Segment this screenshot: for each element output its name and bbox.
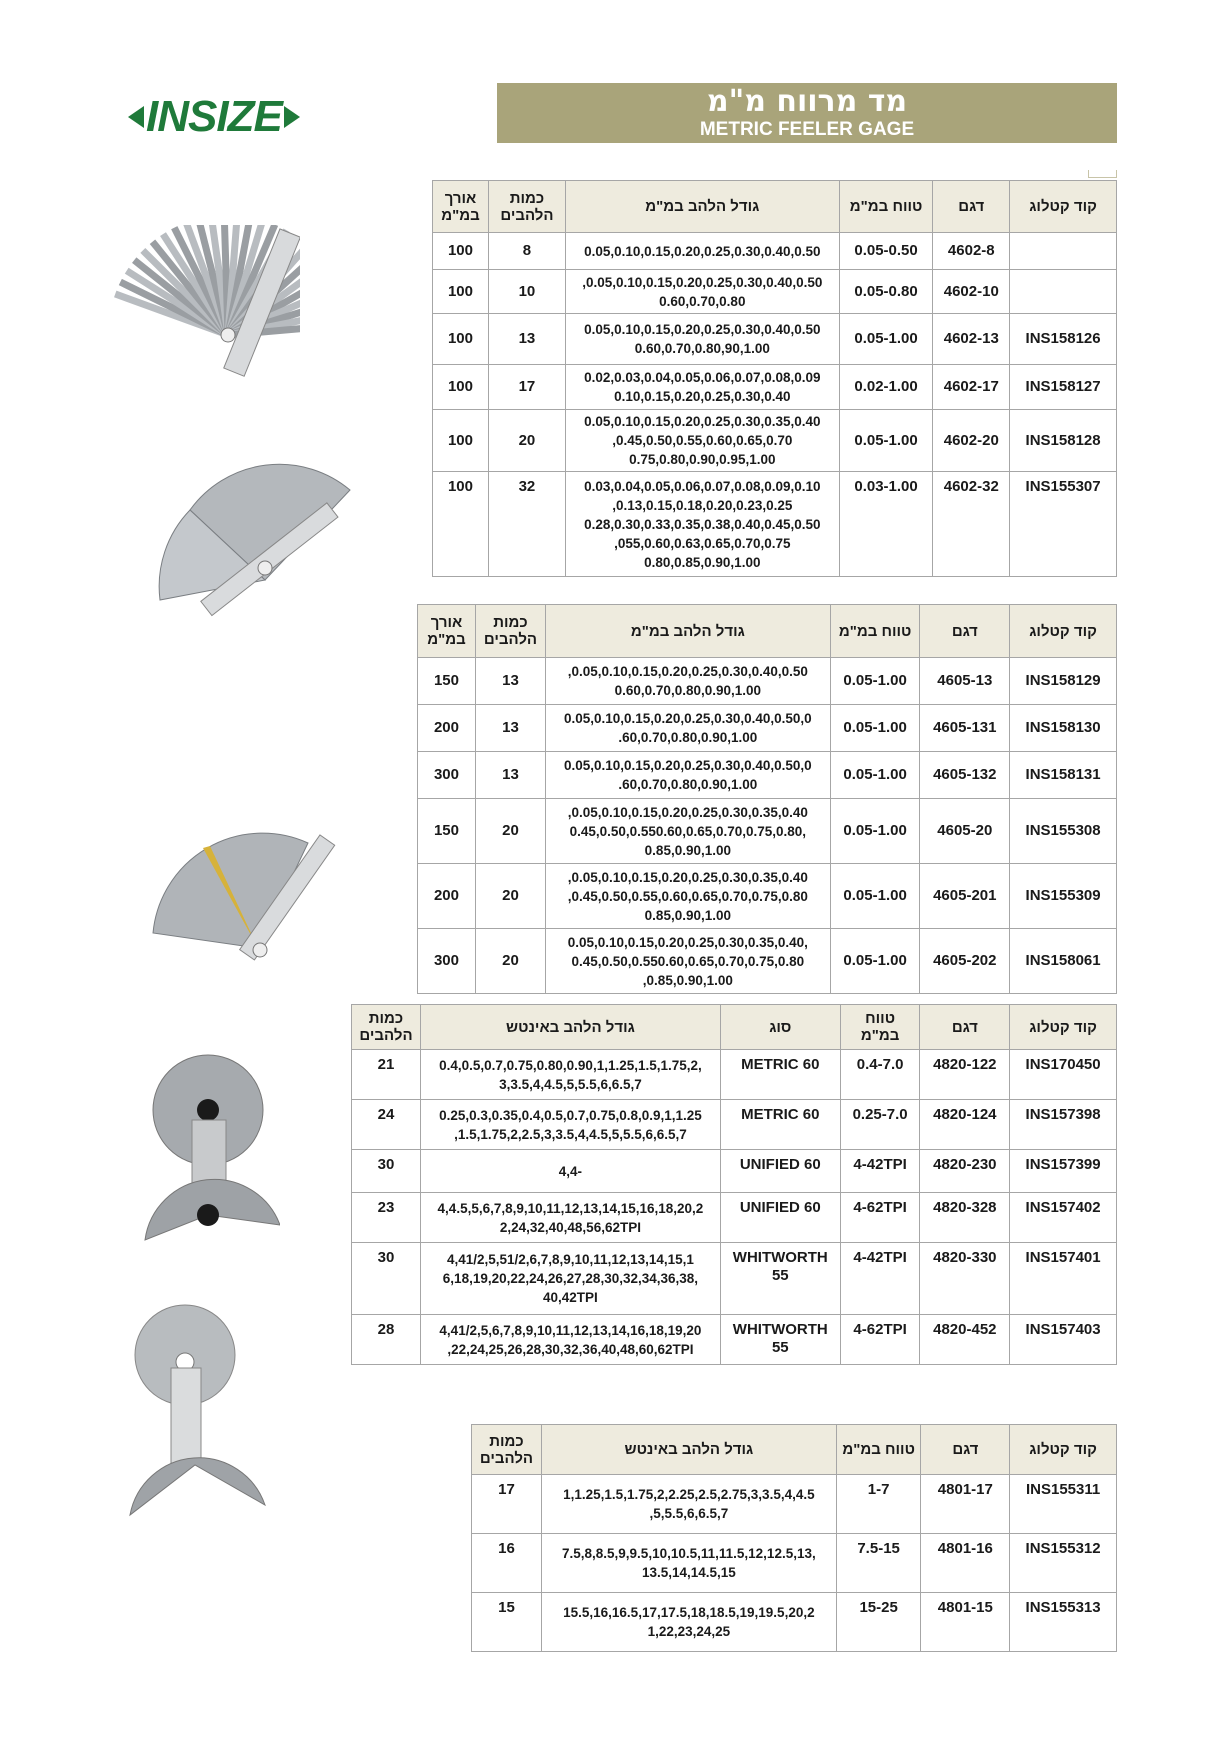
col-header-range: טווח במ"מ	[839, 181, 933, 233]
col-header-model: דגם	[921, 1425, 1010, 1475]
col-header-length: אורך במ"מ	[433, 181, 489, 233]
cell-model: 4605-13	[920, 658, 1010, 705]
page-title-band	[497, 83, 1117, 143]
title-corner-mark	[1088, 170, 1117, 178]
cell-length: 100	[433, 314, 489, 365]
table-row	[352, 1150, 1117, 1193]
cell-qty: 20	[475, 929, 545, 994]
cell-model: 4820-452	[920, 1315, 1010, 1365]
cell-sizes: ,0.05,0.10,0.15,0.20,0.25,0.30,0.40,0.50 0.60,0.70,0.80	[565, 270, 839, 314]
col-header-qty: כמות הלהבים	[472, 1425, 542, 1475]
col-header-range: טווח במ"מ	[830, 605, 920, 658]
col-header-length: אורך במ"מ	[418, 605, 476, 658]
table-row	[433, 270, 1117, 314]
cell-qty: 15	[472, 1593, 542, 1652]
cell-qty: 20	[475, 864, 545, 929]
cell-code: INS158131	[1010, 752, 1117, 799]
cell-range: 0.05-1.00	[830, 799, 920, 864]
table-row	[352, 1100, 1117, 1150]
cell-model: 4820-124	[920, 1100, 1010, 1150]
cell-qty: 13	[488, 314, 565, 365]
cell-range: 15-25	[836, 1593, 921, 1652]
col-header-code: קוד קטלוג	[1010, 1005, 1117, 1050]
cell-range: 0.05-1.00	[839, 410, 933, 472]
cell-range: 0.05-1.00	[830, 752, 920, 799]
cell-sizes: 0.02,0.03,0.04,0.05,0.06,0.07,0.08,0.09 0.10,0.15,0.20,0.25,0.30,0.40	[565, 365, 839, 410]
radius-gage-table	[471, 1424, 1117, 1652]
feeler-gage-table-4605	[417, 604, 1117, 994]
cell-model: 4602-13	[933, 314, 1010, 365]
cell-code	[1010, 233, 1117, 270]
cell-range: 4-42TPI	[840, 1243, 920, 1315]
col-header-model: דגם	[933, 181, 1010, 233]
cell-code: INS157401	[1010, 1243, 1117, 1315]
cell-code: INS158061	[1010, 929, 1117, 994]
cell-range: 4-62TPI	[840, 1193, 920, 1243]
col-header-code: קוד קטלוג	[1010, 605, 1117, 658]
table-row	[433, 472, 1117, 577]
cell-sizes: ,0.05,0.10,0.15,0.20,0.25,0.30,0.35,0.40 ,0.45,0.50,0.55,0.60,0.65,0.70,0.75,0.80 0.85,0.90,1.00	[545, 864, 830, 929]
cell-sizes: 0.05,0.10,0.15,0.20,0.25,0.30,0.35,0.40 ,0.45,0.50,0.55,0.60,0.65,0.70 0.75,0.80,0.90,0.95,1.00	[565, 410, 839, 472]
table-row	[418, 658, 1117, 705]
cell-qty: 13	[475, 705, 545, 752]
table-row	[433, 233, 1117, 270]
cell-type: WHITWORTH 55	[720, 1243, 840, 1315]
table-row	[418, 929, 1117, 994]
cell-sizes: ,0.05,0.10,0.15,0.20,0.25,0.30,0.35,0.40 0.45,0.50,0.550.60,0.65,0.70,0.75,0.80, 0.85,0.90,1.00	[545, 799, 830, 864]
cell-qty: 24	[352, 1100, 421, 1150]
cell-model: 4820-230	[920, 1150, 1010, 1193]
cell-qty: 21	[352, 1050, 421, 1100]
feeler-gage-image-2	[150, 450, 360, 650]
cell-model: 4801-15	[921, 1593, 1010, 1652]
screw-pitch-gage-table	[351, 1004, 1117, 1365]
cell-code: INS158128	[1010, 410, 1117, 472]
cell-sizes: 0.4,0.5,0.7,0.75,0.80,0.90,1,1.25,1.5,1.75,2, 3,3.5,4,4.5,5,5.5,6,6.5,7	[421, 1050, 721, 1100]
col-header-type: סוג	[720, 1005, 840, 1050]
cell-range: 7.5-15	[836, 1534, 921, 1593]
feeler-gage-table-4602	[432, 180, 1117, 577]
table-row	[472, 1593, 1117, 1652]
cell-model: 4820-328	[920, 1193, 1010, 1243]
table-row	[352, 1315, 1117, 1365]
cell-range: 0.05-1.00	[830, 864, 920, 929]
cell-code: INS155308	[1010, 799, 1117, 864]
table-row	[352, 1050, 1117, 1100]
cell-length: 200	[418, 705, 476, 752]
cell-code: INS158127	[1010, 365, 1117, 410]
cell-sizes: 4,41/2,5,51/2,6,7,8,9,10,11,12,13,14,15,1 6,18,19,20,22,24,26,27,28,30,32,34,36,38, 40,42TPI	[421, 1243, 721, 1315]
cell-code	[1010, 270, 1117, 314]
cell-length: 100	[433, 270, 489, 314]
cell-model: 4801-17	[921, 1475, 1010, 1534]
table-row	[418, 799, 1117, 864]
table-row	[472, 1475, 1117, 1534]
cell-range: 1-7	[836, 1475, 921, 1534]
cell-range: 0.05-1.00	[839, 314, 933, 365]
logo-text: INSIZE	[146, 92, 282, 141]
cell-sizes: 4,4.5,5,6,7,8,9,10,11,12,13,14,15,16,18,20,2 2,24,32,40,48,56,62TPI	[421, 1193, 721, 1243]
cell-sizes: 0.05,0.10,0.15,0.20,0.25,0.30,0.40,0.50 0.60,0.70,0.80,90,1.00	[565, 314, 839, 365]
table-row	[418, 864, 1117, 929]
table-row	[472, 1534, 1117, 1593]
cell-length: 150	[418, 658, 476, 705]
insize-logo	[128, 88, 318, 146]
cell-range: 4-42TPI	[840, 1150, 920, 1193]
feeler-gage-image-3	[148, 828, 348, 1028]
cell-sizes: 15.5,16,16.5,17,17.5,18,18.5,19,19.5,20,2 1,22,23,24,25	[541, 1593, 836, 1652]
logo-left-arrow-icon	[128, 106, 144, 128]
page-title-hebrew: מד מרווח מ"מ	[706, 84, 908, 119]
cell-qty: 13	[475, 752, 545, 799]
screw-pitch-gage-image	[130, 1050, 280, 1265]
col-header-model: דגם	[920, 1005, 1010, 1050]
col-header-sizes: גודל הלהב באינטש	[541, 1425, 836, 1475]
cell-qty: 17	[472, 1475, 542, 1534]
cell-sizes: 0.05,0.10,0.15,0.20,0.25,0.30,0.35,0.40, 0.45,0.50,0.550.60,0.65,0.70,0.75,0.80 ,0.85,0.90,1.00	[545, 929, 830, 994]
table-row	[433, 410, 1117, 472]
cell-length: 300	[418, 752, 476, 799]
cell-length: 200	[418, 864, 476, 929]
cell-qty: 28	[352, 1315, 421, 1365]
col-header-code: קוד קטלוג	[1010, 181, 1117, 233]
cell-code: INS158130	[1010, 705, 1117, 752]
col-header-qty: כמות הלהבים	[475, 605, 545, 658]
cell-type: WHITWORTH 55	[720, 1315, 840, 1365]
cell-model: 4602-17	[933, 365, 1010, 410]
cell-code: INS155313	[1010, 1593, 1117, 1652]
table-row	[418, 705, 1117, 752]
cell-qty: 32	[488, 472, 565, 577]
table-row	[433, 365, 1117, 410]
cell-qty: 10	[488, 270, 565, 314]
cell-model: 4602-10	[933, 270, 1010, 314]
cell-range: 0.4-7.0	[840, 1050, 920, 1100]
cell-range: 0.05-1.00	[830, 929, 920, 994]
cell-qty: 8	[488, 233, 565, 270]
cell-code: INS155307	[1010, 472, 1117, 577]
table-row	[418, 752, 1117, 799]
cell-model: 4605-131	[920, 705, 1010, 752]
cell-length: 100	[433, 472, 489, 577]
cell-code: INS157402	[1010, 1193, 1117, 1243]
cell-sizes: 4,41/2,5,6,7,8,9,10,11,12,13,14,16,18,19,20 ,22,24,25,26,28,30,32,36,40,48,60,62TPI	[421, 1315, 721, 1365]
cell-sizes: 4,4-	[421, 1150, 721, 1193]
radius-gage-image	[125, 1300, 270, 1530]
cell-type: UNIFIED 60	[720, 1150, 840, 1193]
cell-length: 100	[433, 410, 489, 472]
page-title-english: METRIC FEELER GAGE	[699, 119, 915, 140]
cell-model: 4602-32	[933, 472, 1010, 577]
cell-qty: 13	[475, 658, 545, 705]
cell-qty: 20	[488, 410, 565, 472]
cell-sizes: 0.05,0.10,0.15,0.20,0.25,0.30,0.40,0.50,0 .60,0.70,0.80,0.90,1.00	[545, 705, 830, 752]
cell-range: 0.05-0.50	[839, 233, 933, 270]
cell-length: 100	[433, 365, 489, 410]
cell-model: 4605-132	[920, 752, 1010, 799]
cell-qty: 23	[352, 1193, 421, 1243]
cell-code: INS158129	[1010, 658, 1117, 705]
feeler-gage-image-1	[100, 225, 300, 465]
cell-sizes: 7.5,8,8.5,9,9.5,10,10.5,11,11.5,12,12.5,13, 13.5,14,14.5,15	[541, 1534, 836, 1593]
col-header-model: דגם	[920, 605, 1010, 658]
cell-model: 4605-20	[920, 799, 1010, 864]
table-row	[352, 1193, 1117, 1243]
cell-code: INS155312	[1010, 1534, 1117, 1593]
cell-code: INS155309	[1010, 864, 1117, 929]
cell-model: 4602-8	[933, 233, 1010, 270]
cell-type: METRIC 60	[720, 1050, 840, 1100]
cell-sizes: 0.05,0.10,0.15,0.20,0.25,0.30,0.40,0.50	[565, 233, 839, 270]
cell-type: METRIC 60	[720, 1100, 840, 1150]
cell-code: INS157398	[1010, 1100, 1117, 1150]
cell-qty: 16	[472, 1534, 542, 1593]
col-header-qty: כמות הלהבים	[352, 1005, 421, 1050]
col-header-sizes: גודל הלהב במ"מ	[545, 605, 830, 658]
col-header-sizes: גודל הלהב באינטש	[421, 1005, 721, 1050]
col-header-qty: כמות הלהבים	[488, 181, 565, 233]
cell-length: 100	[433, 233, 489, 270]
cell-range: 0.05-0.80	[839, 270, 933, 314]
cell-code: INS170450	[1010, 1050, 1117, 1100]
logo-right-arrow-icon	[284, 106, 300, 128]
cell-qty: 20	[475, 799, 545, 864]
col-header-range: טווח במ"מ	[836, 1425, 921, 1475]
table-row	[352, 1243, 1117, 1315]
cell-qty: 30	[352, 1243, 421, 1315]
cell-code: INS157399	[1010, 1150, 1117, 1193]
cell-model: 4605-202	[920, 929, 1010, 994]
cell-sizes: 0.25,0.3,0.35,0.4,0.5,0.7,0.75,0.8,0.9,1,1.25 ,1.5,1.75,2,2.5,3,3.5,4,4.5,5,5.5,6,6.5,7	[421, 1100, 721, 1150]
cell-range: 0.05-1.00	[830, 658, 920, 705]
cell-model: 4801-16	[921, 1534, 1010, 1593]
cell-model: 4820-330	[920, 1243, 1010, 1315]
cell-model: 4602-20	[933, 410, 1010, 472]
col-header-code: קוד קטלוג	[1010, 1425, 1117, 1475]
cell-qty: 30	[352, 1150, 421, 1193]
cell-sizes: 1,1.25,1.5,1.75,2,2.25,2.5,2.75,3,3.5,4,4.5 ,5,5.5,6,6.5,7	[541, 1475, 836, 1534]
cell-range: 0.25-7.0	[840, 1100, 920, 1150]
table-row	[433, 314, 1117, 365]
cell-code: INS155311	[1010, 1475, 1117, 1534]
cell-code: INS157403	[1010, 1315, 1117, 1365]
cell-range: 0.05-1.00	[830, 705, 920, 752]
cell-length: 150	[418, 799, 476, 864]
cell-model: 4820-122	[920, 1050, 1010, 1100]
cell-sizes: ,0.05,0.10,0.15,0.20,0.25,0.30,0.40,0.50 0.60,0.70,0.80,0.90,1.00	[545, 658, 830, 705]
cell-range: 0.02-1.00	[839, 365, 933, 410]
cell-length: 300	[418, 929, 476, 994]
cell-sizes: 0.03,0.04,0.05,0.06,0.07,0.08,0.09,0.10 ,0.13,0.15,0.18,0.20,0.23,0.25 0.28,0.30,0.33,0.35,0.38,0.40,0.45,0.50 ,055,0.60,0.63,0.65,0.70,0.75 0.80,0.85,0.90,1.00	[565, 472, 839, 577]
col-header-range: טווח במ"מ	[840, 1005, 920, 1050]
cell-type: UNIFIED 60	[720, 1193, 840, 1243]
col-header-sizes: גודל הלהב במ"מ	[565, 181, 839, 233]
cell-sizes: 0.05,0.10,0.15,0.20,0.25,0.30,0.40,0.50,0 .60,0.70,0.80,0.90,1.00	[545, 752, 830, 799]
cell-range: 0.03-1.00	[839, 472, 933, 577]
cell-range: 4-62TPI	[840, 1315, 920, 1365]
cell-code: INS158126	[1010, 314, 1117, 365]
cell-model: 4605-201	[920, 864, 1010, 929]
cell-qty: 17	[488, 365, 565, 410]
